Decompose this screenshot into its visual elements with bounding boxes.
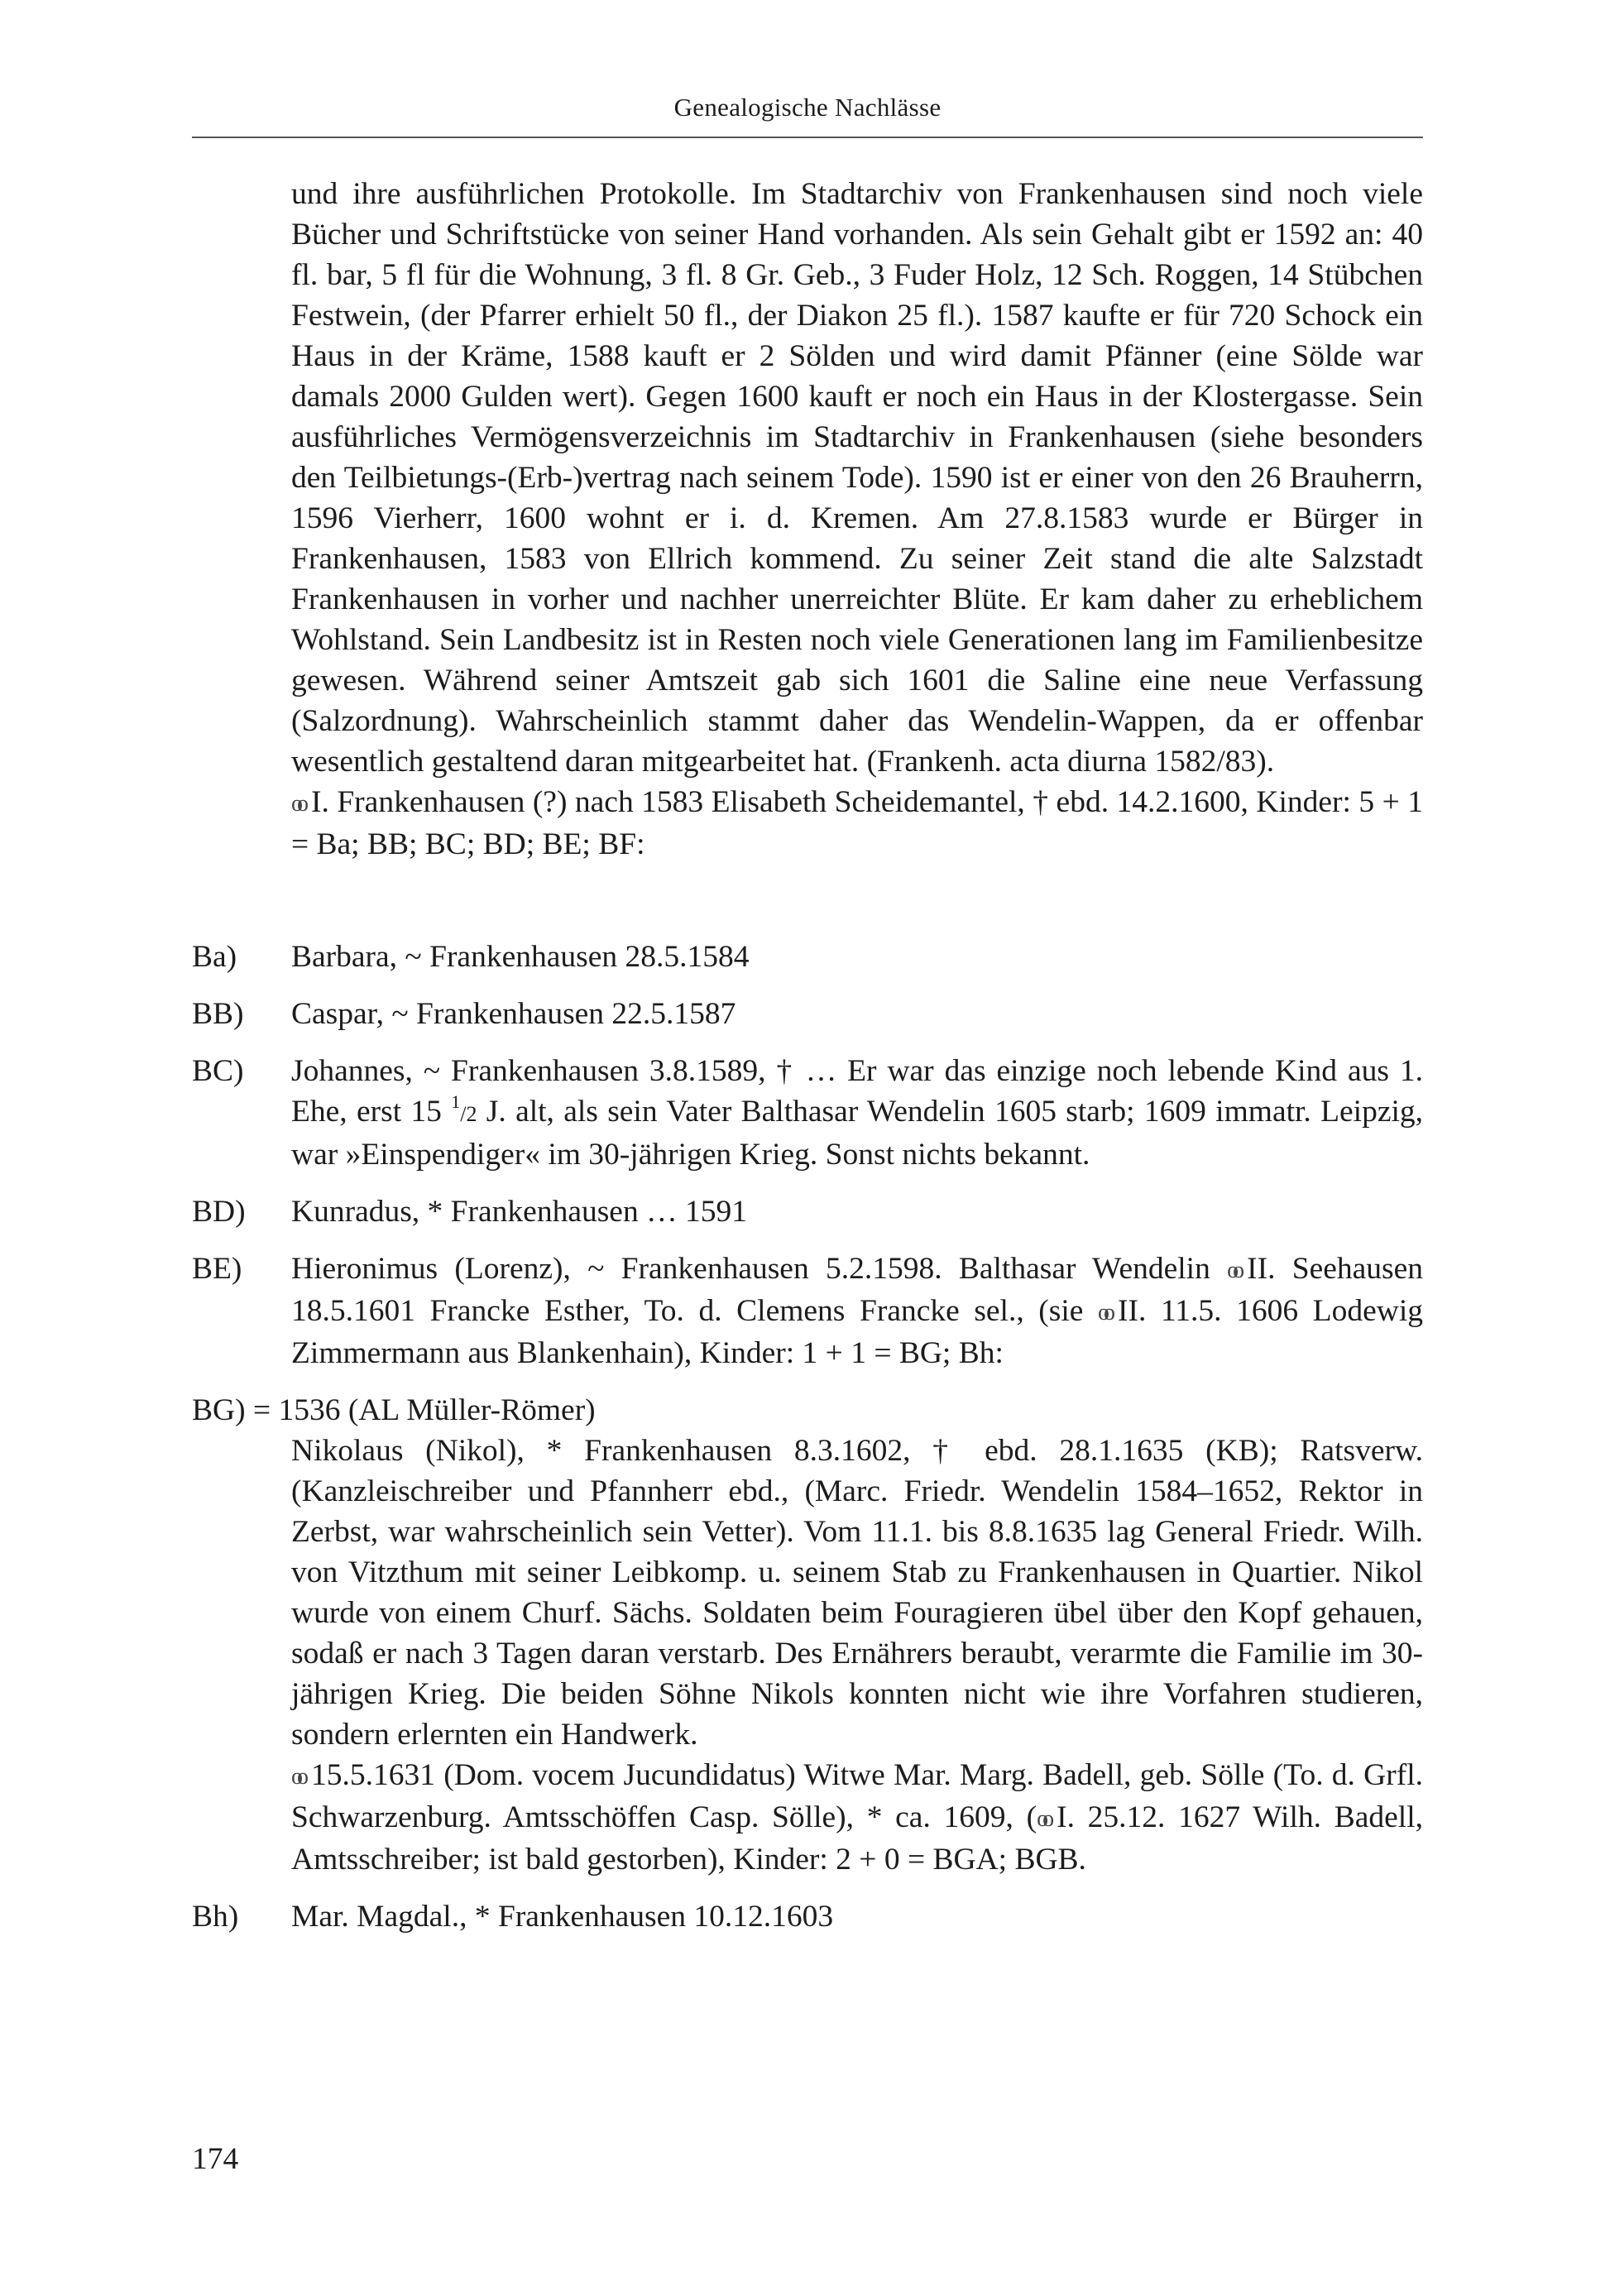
intro-paragraph: und ihre ausführlichen Protokolle. Im Stadtarchiv von Frankenhausen sind noch viele Bücher und Schriftstücke von seiner Hand vorhanden. Als sein Gehalt gibt er 1592 an: 40 fl. bar, 5 fl für die Wohnung, 3 fl. 8 Gr. Geb., 3 Fuder Holz, 12 Sch. Roggen, 14 Stübchen Festwein, (der Pfarrer erhielt 50 fl., der Diakon 25 fl.). 1587 kaufte er für 720 Schock ein Haus in der Kräme, 1588 kauft er 2 Sölden und wird damit Pfänner (eine Sölde war damals 2000 Gulden wert). Gegen 1600 kauft er noch ein Haus in der Klostergasse. Sein ausführliches Vermögensverzeichnis im Stadtarchiv in Frankenhausen (siehe besonders den Teilbietungs-(Erb-)vertrag nach seinem Tode). 1590 ist er einer von den 26 Brauherrn, 1596 Vierherr, 1600 wohnt er i. d. Kremen. Am 27.8.1583 wurde er Bürger in Frankenhausen, 1583 von Ellrich kommend. Zu seiner Zeit stand die alte Salzstadt Frankenhausen in vorher und nachher unerreichter Blüte. Er kam daher zu erheblichem Wohlstand. Sein Landbesitz ist in Resten noch viele Generationen lang im Familienbesitze gewesen. Während seiner Amtszeit gab sich 1601 die Saline eine neue Verfassung (Salzordnung). Wahrscheinlich stammt daher das Wendelin-Wappen, da er offenbar wesentlich gestaltend daran mitgearbeitet hat. (Frankenh. acta diurna 1582/83).	[291, 177, 1423, 779]
entry-be-text-c: II. 11.5. 1606 Lodewig Zimmermann aus Blankenhain), Kinder: 1 + 1 = BG; Bh:	[291, 1294, 1424, 1370]
marriage-icon: oo	[291, 1764, 303, 1790]
entry-bc	[192, 1051, 1423, 1175]
entry-bb	[192, 994, 1423, 1034]
entry-be	[192, 1249, 1423, 1373]
marriage-icon: oo	[1098, 1300, 1110, 1325]
intro-marriage-text: I. Frankenhausen (?) nach 1583 Elisabeth Scheidemantel, † ebd. 14.2.1600, Kinder: 5 + 1 = Ba; BB; BC; BD; BE; BF:	[291, 785, 1423, 861]
intro-marriage	[291, 782, 1423, 865]
entry-bg-label: BG) = 1536 (AL Müller-Römer)	[192, 1393, 596, 1427]
entry-bd-label: BD)	[192, 1195, 246, 1229]
entry-bg	[192, 1390, 1423, 1880]
entry-bg-marriage	[291, 1755, 1423, 1880]
entry-bc-text	[291, 1051, 1423, 1175]
entry-bg-marriage-a: 15.5.1631 (Dom. vocem Jucundidatus) Witwe Mar. Marg. Badell, geb. Sölle (To. d. Grfl. Schwarzenburg. Amtsschöffen Casp. Sölle), * ca. 1609, (	[291, 1758, 1423, 1834]
fraction-numerator: 1	[451, 1091, 461, 1112]
entry-bh	[192, 1896, 1423, 1937]
fraction	[451, 1091, 477, 1129]
page-number: 174	[192, 2142, 239, 2176]
entry-bc-text-a: Johannes, ~ Frankenhausen 3.8.1589, † … Er war das einzige noch lebende Kind aus 1. Ehe, erst 15	[291, 1054, 1423, 1129]
running-head: Genealogische Nachlässe	[673, 93, 942, 122]
marriage-icon: oo	[1227, 1258, 1239, 1283]
entry-bg-text: Nikolaus (Nikol), * Frankenhausen 8.3.1602, † ebd. 28.1.1635 (KB); Ratsverw. (Kanzleischreiber und Pfannherr ebd., (Marc. Friedr. Wendelin 1584–1652, Rektor in Zerbst, war wahrscheinlich sein Vetter). Vom 11.1. bis 8.8.1635 lag General Friedr. Wilh. von Vitzthum mit seiner Leibkomp. u. seinem Stab zu Frankenhausen in Quartier. Nikol wurde von einem Churf. Sächs. Soldaten beim Fouragieren übel über den Kopf gehauen, sodaß er nach 3 Tagen daran verstarb. Des Ernährers beraubt, verarmte die Familie im 30-jährigen Krieg. Die beiden Söhne Nikols konnten nicht wie ihre Vorfahren studieren, sondern erlernten ein Handwerk.	[291, 1434, 1423, 1752]
entry-bh-text: Mar. Magdal., * Frankenhausen 10.12.1603	[291, 1900, 834, 1934]
entry-bc-label: BC)	[192, 1054, 244, 1088]
entry-ba-text: Barbara, ~ Frankenhausen 28.5.1584	[291, 940, 750, 974]
entry-be-text	[291, 1249, 1423, 1373]
entry-bb-text: Caspar, ~ Frankenhausen 22.5.1587	[291, 997, 736, 1031]
entry-bg-marriage-b: I. 25.12. 1627 Wilh. Badell, Amtsschreiber; ist bald gestorben), Kinder: 2 + 0 = BGA; BGB.	[291, 1800, 1423, 1877]
header-rule	[192, 137, 1423, 138]
marriage-icon: oo	[291, 791, 303, 817]
child-entries	[192, 937, 1423, 1953]
intro-section	[291, 174, 1423, 865]
entry-bd	[192, 1191, 1423, 1232]
fraction-denominator: /2	[460, 1102, 477, 1126]
entry-be-text-a: Hieronimus (Lorenz), ~ Frankenhausen 5.2.1598. Balthasar Wendelin	[291, 1252, 1210, 1286]
entry-ba-label: Ba)	[192, 940, 237, 974]
entry-be-text-b: II. Seehausen 18.5.1601 Francke Esther, To. d. Clemens Francke sel., (sie	[291, 1252, 1423, 1328]
entry-bh-label: Bh)	[192, 1900, 239, 1934]
marriage-icon: oo	[1037, 1806, 1049, 1832]
entry-bb-label: BB)	[192, 997, 244, 1031]
entry-be-label: BE)	[192, 1252, 242, 1286]
entry-bd-text: Kunradus, * Frankenhausen … 1591	[291, 1195, 747, 1229]
entry-bc-text-b: J. alt, als sein Vater Balthasar Wendelin 1605 starb; 1609 immatr. Leipzig, war »Einspendiger« im 30-jährigen Krieg. Sonst nichts bekannt.	[291, 1095, 1424, 1172]
entry-ba	[192, 937, 1423, 977]
